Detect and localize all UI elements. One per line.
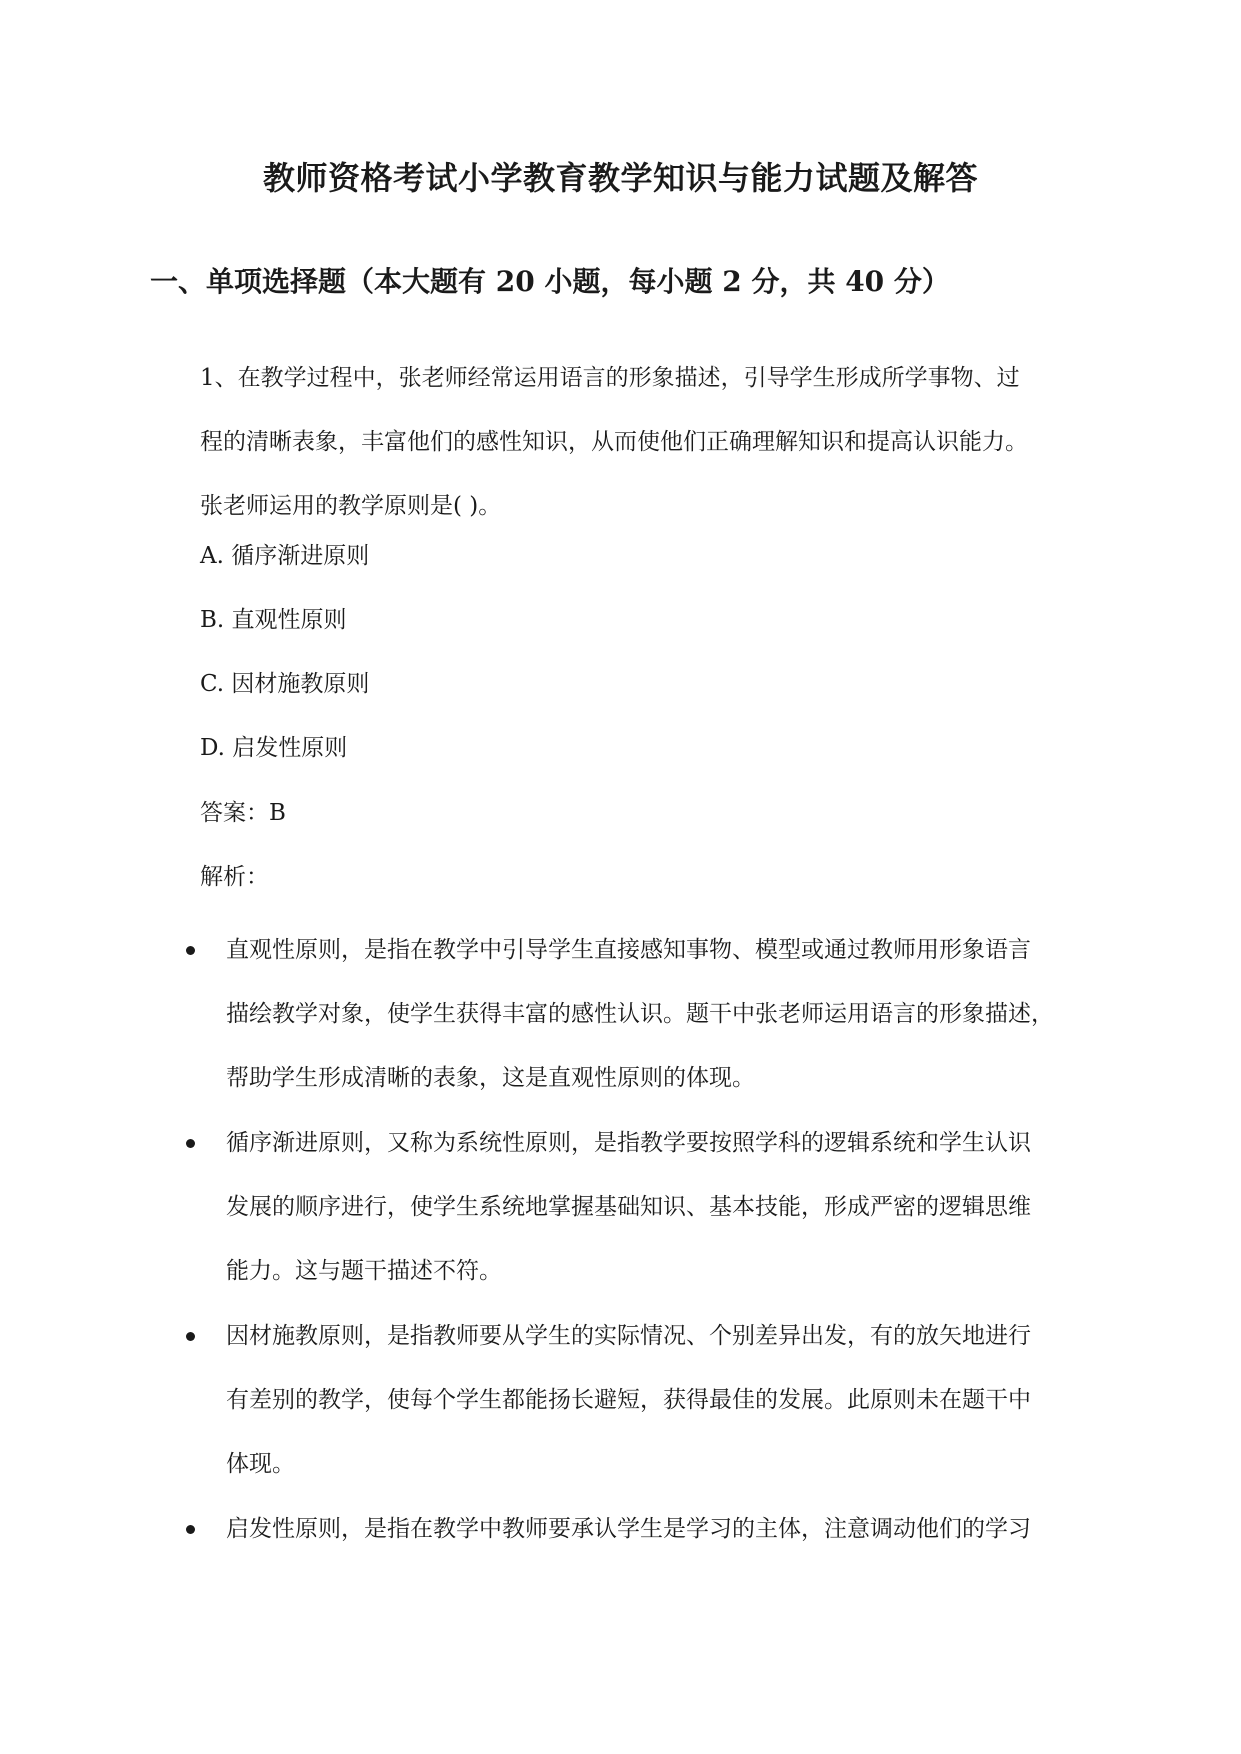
analysis-line: 有差别的教学，使每个学生都能扬长避短，获得最佳的发展。此原则未在题干中: [226, 1387, 1031, 1413]
analysis-line: 能力。这与题干描述不符。: [226, 1258, 502, 1284]
analysis-line: 帮助学生形成清晰的表象，这是直观性原则的体现。: [226, 1065, 755, 1091]
question-line: 张老师运用的教学原则是( )。: [200, 493, 502, 519]
analysis-item-text: [226, 1111, 1106, 1303]
analysis-line: 因材施教原则，是指教师要从学生的实际情况、个别差异出发，有的放矢地进行: [226, 1323, 1031, 1349]
bullet-dot-icon: [186, 1139, 195, 1148]
analysis-line: 描绘教学对象，使学生获得丰富的感性认识。题干中张老师运用语言的形象描述，: [226, 1001, 1054, 1027]
analysis-line: 直观性原则，是指在教学中引导学生直接感知事物、模型或通过教师用形象语言: [226, 937, 1031, 963]
question-stem: [200, 346, 1100, 538]
analysis-item-text: [226, 1497, 1106, 1561]
analysis-line: 启发性原则，是指在教学中教师要承认学生是学习的主体，注意调动他们的学习: [226, 1516, 1031, 1542]
bullet-dot-icon: [186, 1525, 195, 1534]
analysis-line: 发展的顺序进行，使学生系统地掌握基础知识、基本技能，形成严密的逻辑思维: [226, 1194, 1031, 1220]
option-b: B. 直观性原则: [200, 607, 347, 633]
analysis-item-text: [226, 1304, 1106, 1496]
analysis-item-text: [226, 918, 1106, 1110]
bullet-dot-icon: [186, 946, 195, 955]
question-line: 程的清晰表象，丰富他们的感性知识，从而使他们正确理解知识和提高认识能力。: [200, 429, 1028, 455]
document-title: 教师资格考试小学教育教学知识与能力试题及解答: [262, 159, 978, 197]
question-line: 1、在教学过程中，张老师经常运用语言的形象描述，引导学生形成所学事物、过: [200, 365, 1020, 391]
analysis-line: 体现。: [226, 1451, 295, 1477]
analysis-label: 解析：: [200, 864, 269, 890]
section-title: 一、单项选择题（本大题有 20 小题，每小题 2 分，共 40 分）: [150, 265, 950, 298]
option-a: A. 循序渐进原则: [200, 543, 370, 569]
option-d: D. 启发性原则: [200, 735, 348, 761]
answer-line: 答案：B: [200, 800, 286, 826]
bullet-dot-icon: [186, 1332, 195, 1341]
option-c: C. 因材施教原则: [200, 671, 370, 697]
analysis-line: 循序渐进原则，又称为系统性原则，是指教学要按照学科的逻辑系统和学生认识: [226, 1130, 1031, 1156]
